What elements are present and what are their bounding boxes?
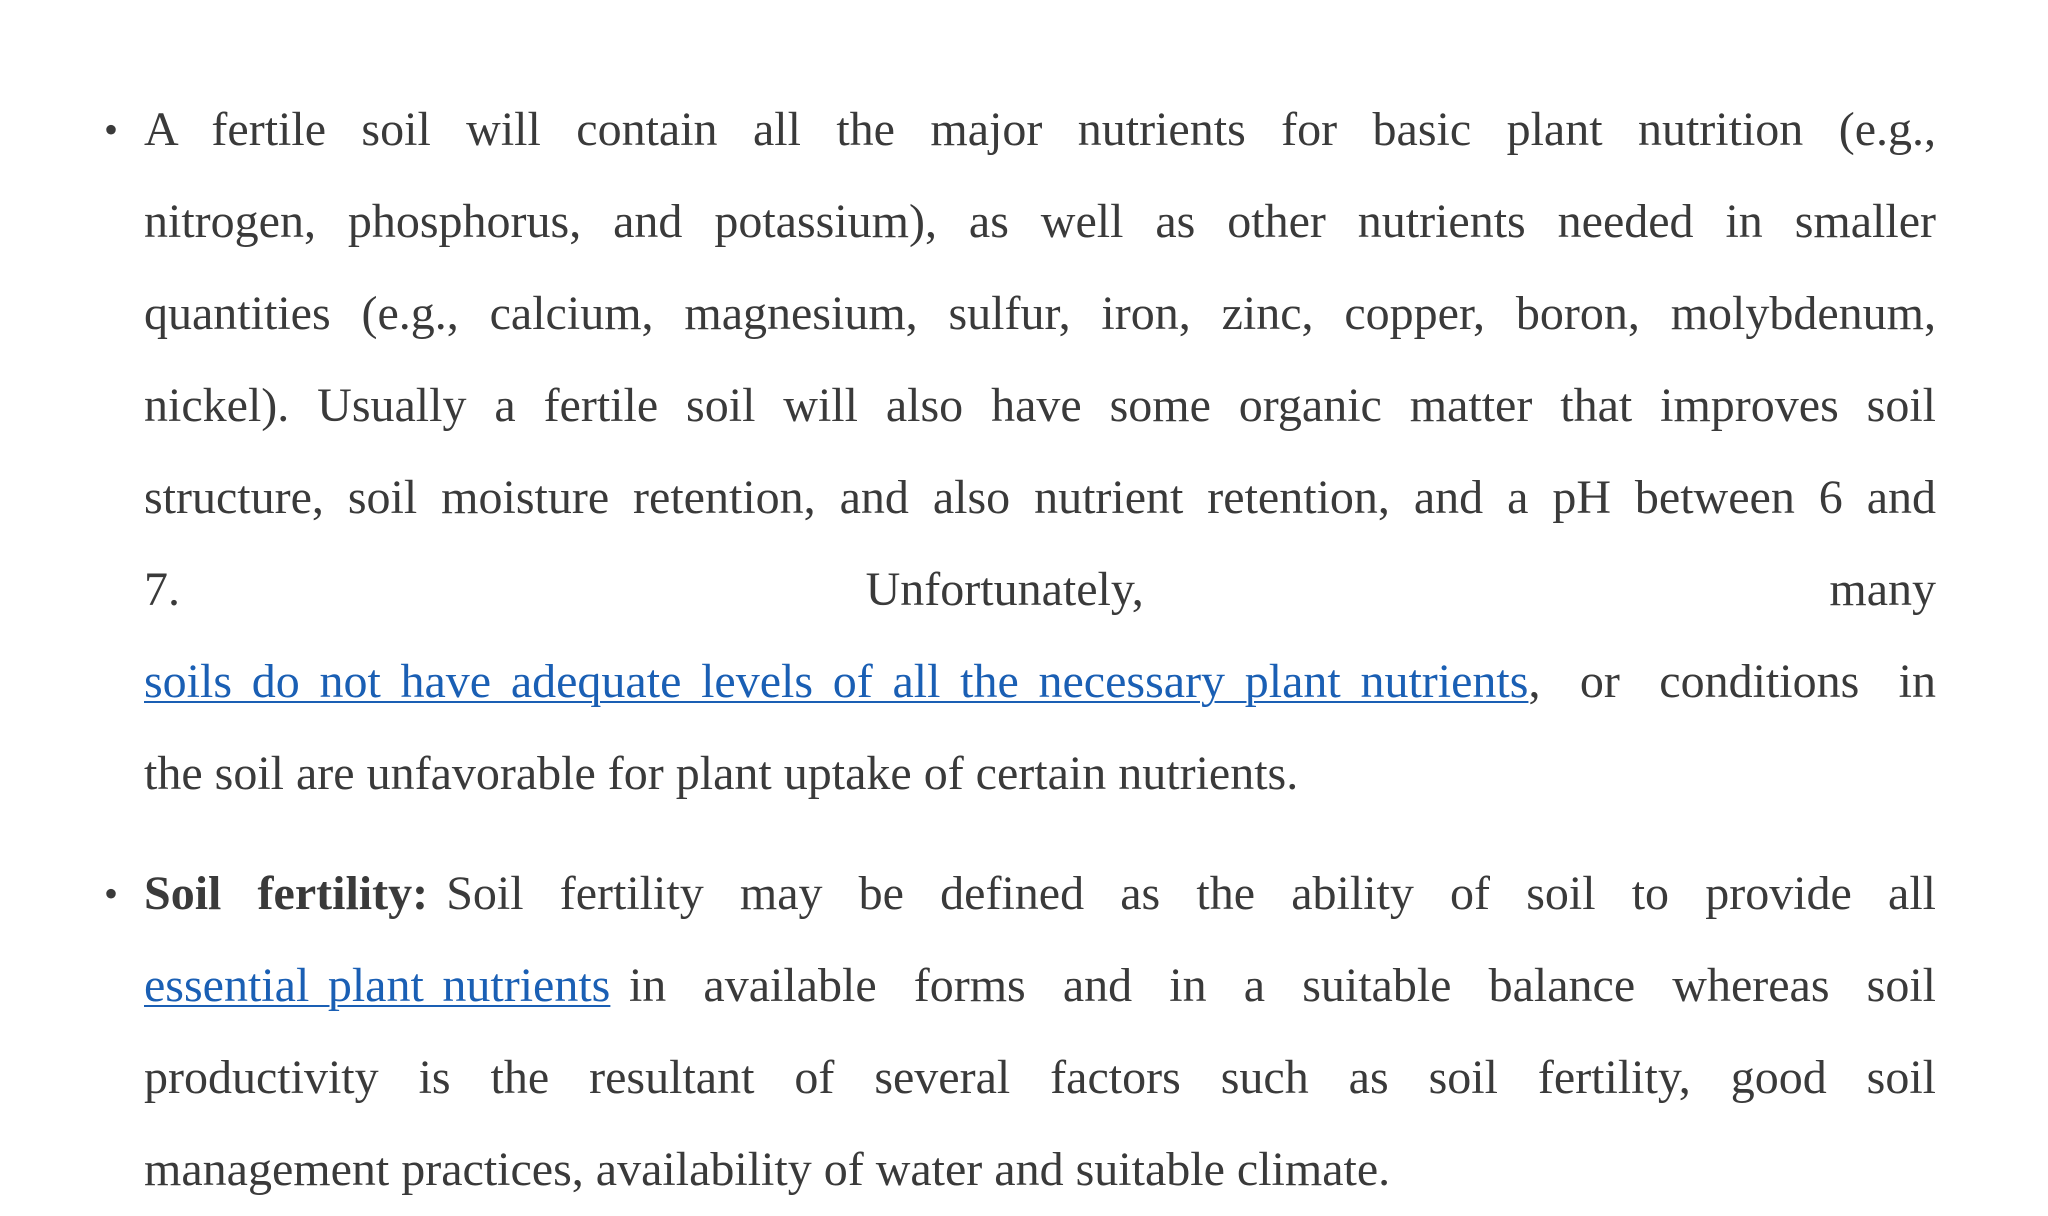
paragraph-line-with-link bbox=[144, 636, 1936, 728]
paragraph-line: A fertile soil will contain all the major nutrients for basic plant nutrition (e.g., bbox=[144, 103, 1936, 156]
paragraph-line-with-label bbox=[144, 848, 1936, 940]
link-trailing-text: , or conditions in bbox=[1528, 655, 1937, 708]
paragraph-line-clipped: management practices, availability of water and suitable climate. bbox=[144, 1143, 1391, 1196]
term-label: Soil fertility: bbox=[144, 867, 429, 920]
bullet-item-soil-fertility bbox=[104, 848, 1937, 1216]
paragraph-line: nitrogen, phosphorus, and potassium), as well as other nutrients needed in smaller bbox=[144, 195, 1936, 248]
definition-text: Soil fertility may be defined as the ability of soil to provide all bbox=[428, 867, 1937, 920]
bullet-dot: • bbox=[104, 871, 119, 916]
paragraph-line: nickel). Usually a fertile soil will also have some organic matter that improves soil bbox=[144, 379, 1936, 432]
paragraph-line: the soil are unfavorable for plant uptake of certain nutrients. bbox=[144, 747, 1299, 800]
bullet-item-soil-nutrients bbox=[104, 84, 1937, 820]
link-trailing-text: in available forms and in a suitable balance whereas soil bbox=[610, 959, 1937, 1012]
link-soil-nutrient-levels[interactable]: soils do not have adequate levels of all the necessary plant nutrients bbox=[144, 655, 1529, 708]
paragraph-line: structure, soil moisture retention, and also nutrient retention, and a pH between 6 and bbox=[144, 471, 1936, 524]
paragraph-line: productivity is the resultant of several factors such as soil fertility, good soil bbox=[144, 1051, 1936, 1104]
paragraph-line: 7. Unfortunately, many bbox=[144, 563, 1936, 616]
link-essential-plant-nutrients[interactable]: essential plant nutrients bbox=[144, 959, 611, 1012]
paragraph-line-with-link bbox=[144, 940, 1936, 1032]
bullet-dot: • bbox=[104, 107, 119, 152]
paragraph-line: quantities (e.g., calcium, magnesium, sulfur, iron, zinc, copper, boron, molybdenum, bbox=[144, 287, 1936, 340]
